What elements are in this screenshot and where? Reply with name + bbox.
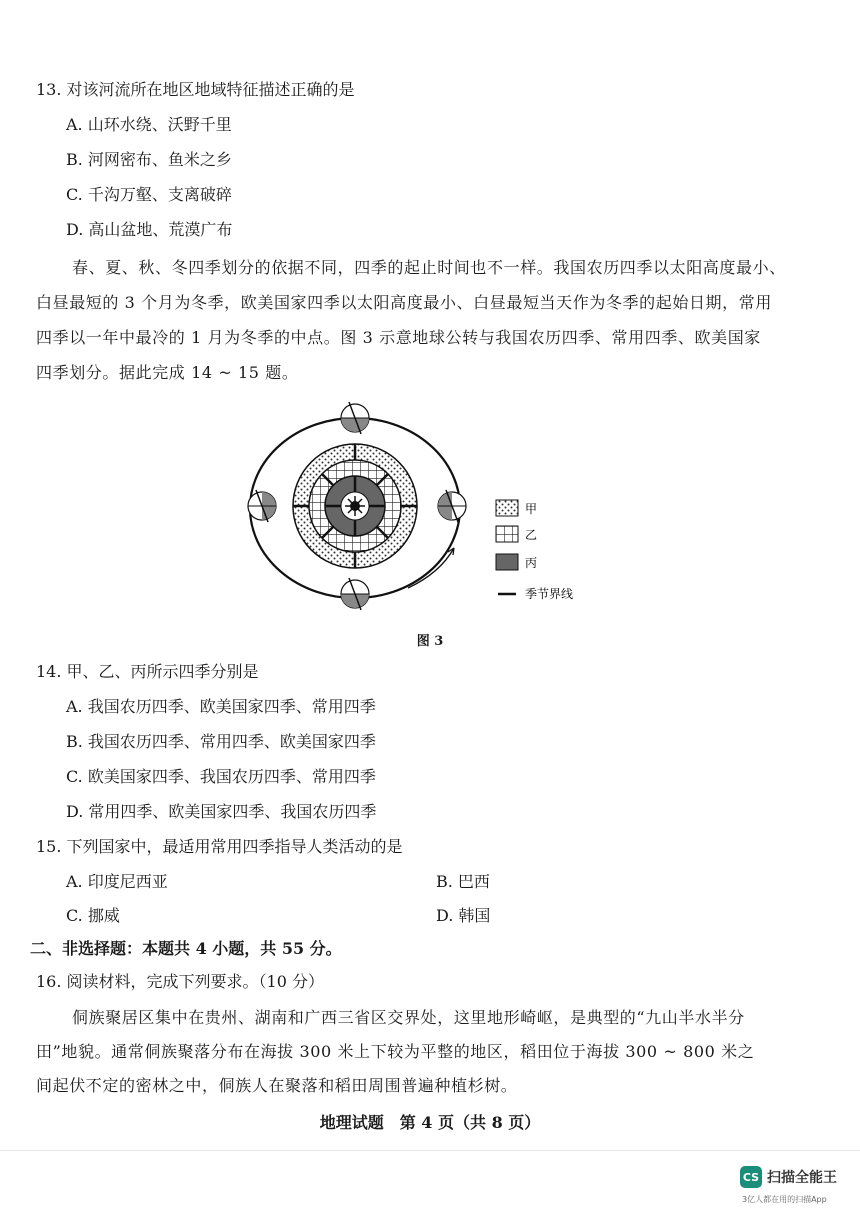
q13-option-d: D. 高山盆地、荒漠广布 (66, 220, 233, 239)
material-line-4: 四季划分。据此完成 14 ~ 15 题。 (36, 363, 299, 382)
legend-bing: 丙 (525, 556, 538, 570)
q14-option-d: D. 常用四季、欧美国家四季、我国农历四季 (66, 802, 377, 821)
legend (496, 500, 573, 601)
q15-stem: 15. 下列国家中，最适用常用四季指导人类活动的是 (36, 837, 403, 856)
q14-option-a: A. 我国农历四季、欧美国家四季、常用四季 (66, 697, 376, 716)
q13-option-a: A. 山环水绕、沃野千里 (66, 115, 232, 134)
earth-orbit-figure (240, 398, 600, 620)
earth-top (341, 402, 369, 434)
section-2-heading: 二、非选择题：本题共 4 小题，共 55 分。 (30, 939, 342, 958)
figure-caption: 图 3 (416, 634, 444, 649)
q14-stem: 14. 甲、乙、丙所示四季分别是 (36, 662, 259, 681)
page-footer: 地理试题 第 4 页（共 8 页） (319, 1113, 541, 1132)
scanner-app-name: 扫描全能王 (767, 1170, 837, 1186)
legend-jia: 甲 (525, 502, 538, 516)
q13-option-b: B. 河网密布、鱼米之乡 (66, 150, 232, 169)
material-line-2: 白昼最短的 3 个月为冬季，欧美国家四季以太阳高度最小、白昼最短当天作为冬季的起始日期，常用 (36, 293, 772, 312)
q13-option-c: C. 千沟万壑、支离破碎 (66, 185, 232, 204)
q15-option-d: D. 韩国 (436, 906, 491, 925)
scanner-watermark (740, 1166, 837, 1188)
q13-stem: 13. 对该河流所在地区地域特征描述正确的是 (36, 80, 355, 99)
q16-stem: 16. 阅读材料，完成下列要求。（10 分） (36, 972, 324, 991)
q16-material-line-2: 田”地貌。通常侗族聚落分布在海拔 300 米上下较为平整的地区，稻田位于海拔 300 ~ 800 米之 (36, 1042, 755, 1061)
q15-option-a: A. 印度尼西亚 (66, 872, 168, 891)
earth-right (438, 490, 466, 522)
q16-material-line-1: 侗族聚居区集中在贵州、湖南和广西三省区交界处，这里地形崎岖，是典型的“九山半水半分 (72, 1008, 745, 1027)
q15-option-c: C. 挪威 (66, 906, 120, 925)
earth-bottom (341, 578, 369, 610)
q15-option-b: B. 巴西 (436, 872, 490, 891)
q14-option-b: B. 我国农历四季、常用四季、欧美国家四季 (66, 732, 376, 751)
legend-yi: 乙 (525, 528, 538, 542)
material-line-3: 四季以一年中最冷的 1 月为冬季的中点。图 3 示意地球公转与我国农历四季、常用四季、欧美国家 (36, 328, 761, 347)
divider (0, 1150, 860, 1151)
scanner-tagline: 3亿人都在用的扫描App (742, 1195, 827, 1204)
q14-option-c: C. 欧美国家四季、我国农历四季、常用四季 (66, 767, 376, 786)
material-line-1: 春、夏、秋、冬四季划分的依据不同，四季的起止时间也不一样。我国农历四季以太阳高度最小、 (72, 258, 786, 277)
camscanner-logo-icon: CS (740, 1166, 762, 1188)
legend-boundary: 季节界线 (525, 587, 574, 601)
sun-icon (345, 496, 365, 516)
q16-material-line-3: 间起伏不定的密林之中，侗族人在聚落和稻田周围普遍种植杉树。 (36, 1076, 518, 1095)
